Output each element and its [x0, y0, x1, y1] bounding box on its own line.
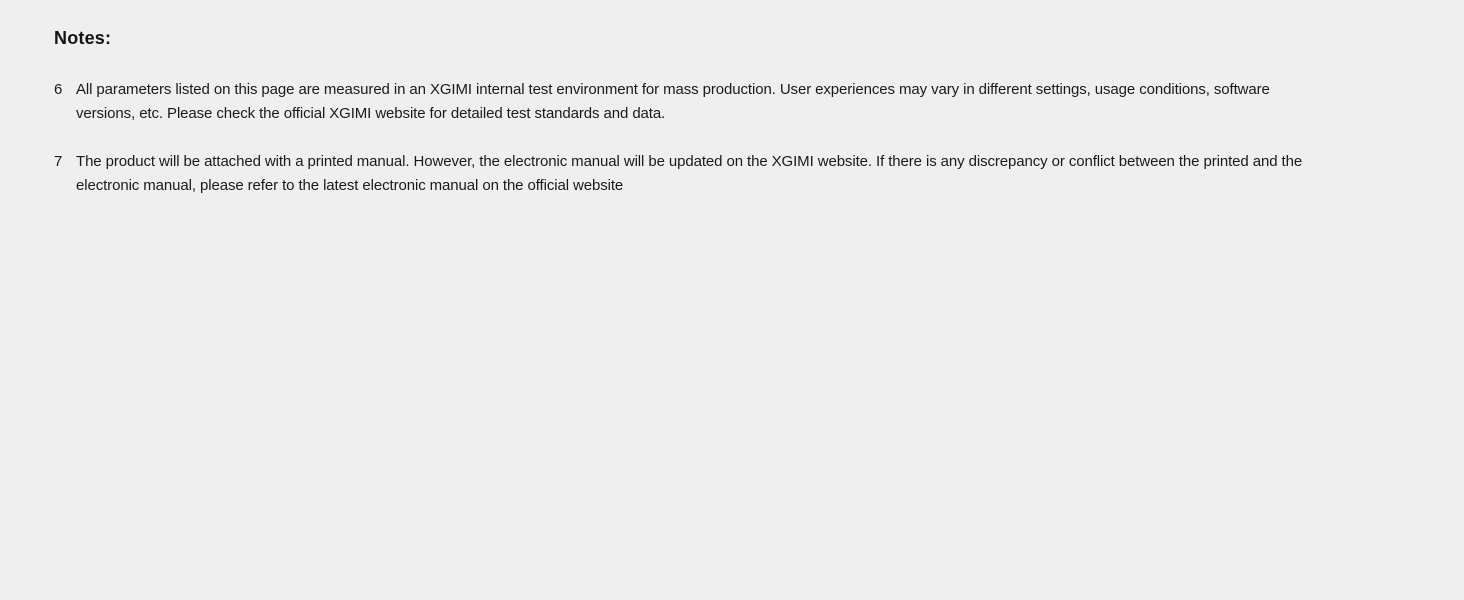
note-line: The product will be attached with a printed manual. However, the electronic manual will be updated on the XGIMI website. If there is any discrepancy or conflict between the printed and the — [76, 153, 1303, 170]
notes-heading: Notes: — [54, 28, 112, 48]
notes-list — [54, 78, 1302, 197]
notes-section — [54, 27, 1302, 197]
note-text — [76, 78, 1270, 125]
note-line: electronic manual, please refer to the latest electronic manual on the official website — [76, 176, 624, 194]
note-item-7 — [54, 150, 1302, 197]
note-text — [76, 150, 1302, 197]
note-number: 7 — [54, 153, 63, 170]
note-number: 6 — [54, 81, 63, 98]
note-item-6 — [54, 78, 1302, 125]
note-line: versions, etc. Please check the official XGIMI website for detailed test standards and data. — [76, 104, 666, 122]
note-line: All parameters listed on this page are measured in an XGIMI internal test environment for mass production. User experiences may vary in different settings, usage conditions, software — [76, 81, 1270, 98]
